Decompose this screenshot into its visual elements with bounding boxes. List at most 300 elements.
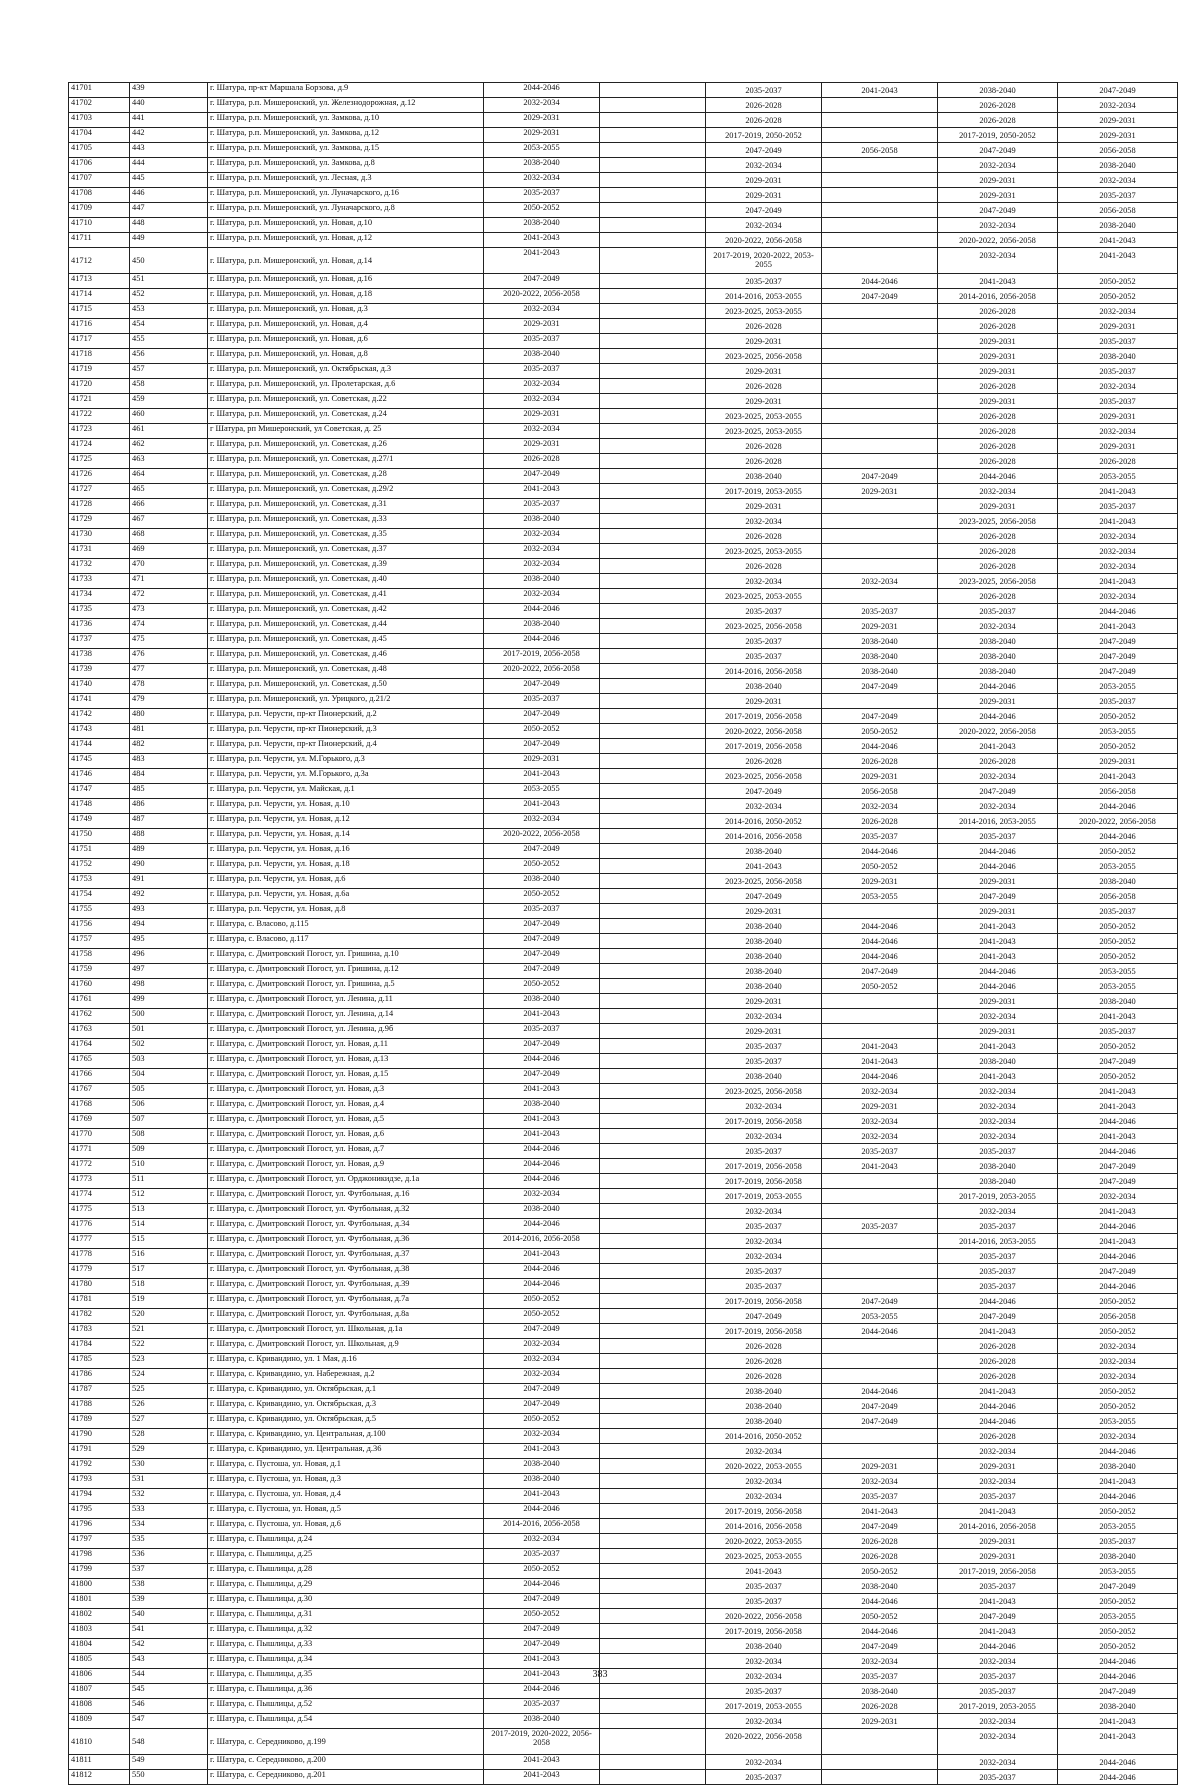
address-cell: г. Шатура, с. Пустоша, ул. Новая, д.4 [208,1489,484,1504]
table-row [69,1099,1178,1114]
period-cell-4: 2050-2052 [822,859,938,874]
period-cell-6: 2047-2049 [1058,83,1178,98]
item-number-cell: 483 [130,754,208,769]
address-cell: г. Шатура, р.п. Черусти, ул. Новая, д.6 [208,874,484,889]
period-cell-3: 2047-2049 [706,1309,822,1324]
period-cell-3: 2032-2034 [706,1474,822,1489]
item-number-cell: 478 [130,679,208,694]
item-number-cell: 470 [130,559,208,574]
address-cell: г. Шатура, с. Пышлицы, д.33 [208,1639,484,1654]
period-cell-6: 2035-2037 [1058,1024,1178,1039]
period-cell-5: 2035-2037 [938,1249,1058,1264]
period-cell-3: 2032-2034 [706,799,822,814]
period-cell-4: 2026-2028 [822,1534,938,1549]
period-cell-5: 2032-2034 [938,248,1058,274]
period-cell-6: 2053-2055 [1058,679,1178,694]
period-cell-1: 2038-2040 [484,158,600,173]
item-number-cell: 454 [130,319,208,334]
period-cell-5: 2038-2040 [938,649,1058,664]
period-cell-2 [600,1324,706,1339]
address-cell: г. Шатура, р.п. Мишеронский, ул. Советская, д.29/2 [208,484,484,499]
address-cell: г. Шатура, р.п. Мишеронский, ул. Советская, д.45 [208,634,484,649]
address-cell: г. Шатура, с. Кривандино, ул. Набережная, д.2 [208,1369,484,1384]
period-cell-4: 2038-2040 [822,1579,938,1594]
row-id-cell: 41786 [69,1369,130,1384]
period-cell-4: 2032-2034 [822,574,938,589]
item-number-cell: 469 [130,544,208,559]
period-cell-4: 2041-2043 [822,83,938,98]
period-cell-4 [822,1024,938,1039]
period-cell-4 [822,904,938,919]
period-cell-5: 2020-2022, 2056-2058 [938,233,1058,248]
period-cell-4: 2029-2031 [822,1099,938,1114]
period-cell-3: 2017-2019, 2020-2022, 2053-2055 [706,248,822,274]
table-row [69,289,1178,304]
row-id-cell: 41731 [69,544,130,559]
item-number-cell: 509 [130,1144,208,1159]
period-cell-5: 2035-2037 [938,1684,1058,1699]
period-cell-6: 2050-2052 [1058,709,1178,724]
period-cell-4 [822,1009,938,1024]
item-number-cell: 439 [130,83,208,98]
period-cell-1: 2041-2043 [484,1249,600,1264]
period-cell-5: 2029-2031 [938,1024,1058,1039]
period-cell-6: 2041-2043 [1058,1084,1178,1099]
row-id-cell: 41780 [69,1279,130,1294]
period-cell-6: 2050-2052 [1058,844,1178,859]
period-cell-4: 2041-2043 [822,1039,938,1054]
table-row [69,188,1178,203]
row-id-cell: 41768 [69,1099,130,1114]
period-cell-4 [822,349,938,364]
period-cell-6: 2056-2058 [1058,143,1178,158]
item-number-cell: 548 [130,1729,208,1755]
row-id-cell: 41727 [69,484,130,499]
period-cell-1: 2047-2049 [484,1069,600,1084]
period-cell-6: 2044-2046 [1058,1755,1178,1770]
period-cell-4: 2032-2034 [822,1474,938,1489]
period-cell-5: 2029-2031 [938,1549,1058,1564]
table-row [69,158,1178,173]
period-cell-5: 2047-2049 [938,784,1058,799]
address-cell: г. Шатура, с. Дмитровский Погост, ул. Новая, д.6 [208,1129,484,1144]
table-row [69,799,1178,814]
period-cell-4: 2032-2034 [822,1084,938,1099]
period-cell-2 [600,694,706,709]
period-cell-1: 2047-2049 [484,1399,600,1414]
item-number-cell: 477 [130,664,208,679]
period-cell-6: 2044-2046 [1058,1669,1178,1684]
period-cell-2 [600,589,706,604]
period-cell-1: 2038-2040 [484,874,600,889]
table-row [69,1189,1178,1204]
period-cell-1: 2035-2037 [484,1549,600,1564]
period-cell-3: 2020-2022, 2056-2058 [706,1729,822,1755]
period-cell-6: 2050-2052 [1058,1324,1178,1339]
row-id-cell: 41809 [69,1714,130,1729]
period-cell-5: 2041-2043 [938,919,1058,934]
item-number-cell: 440 [130,98,208,113]
table-row [69,469,1178,484]
period-cell-5: 2029-2031 [938,349,1058,364]
period-cell-1: 2035-2037 [484,1699,600,1714]
period-cell-1: 2047-2049 [484,469,600,484]
period-cell-5: 2032-2034 [938,1129,1058,1144]
period-cell-6: 2050-2052 [1058,1504,1178,1519]
period-cell-2 [600,979,706,994]
row-id-cell: 41793 [69,1474,130,1489]
table-row [69,1009,1178,1024]
table-row [69,1579,1178,1594]
period-cell-1: 2041-2043 [484,1755,600,1770]
table-row [69,1369,1178,1384]
address-cell: г. Шатура, с. Кривандино, ул. Центральная, д.100 [208,1429,484,1444]
period-cell-4: 2029-2031 [822,1714,938,1729]
period-cell-1: 2029-2031 [484,754,600,769]
period-cell-1: 2035-2037 [484,694,600,709]
row-id-cell: 41774 [69,1189,130,1204]
period-cell-1: 2032-2034 [484,529,600,544]
table-row [69,1354,1178,1369]
period-cell-1: 2038-2040 [484,1204,600,1219]
period-cell-5: 2032-2034 [938,1009,1058,1024]
item-number-cell: 518 [130,1279,208,1294]
row-id-cell: 41788 [69,1399,130,1414]
row-id-cell: 41800 [69,1579,130,1594]
item-number-cell: 502 [130,1039,208,1054]
period-cell-6: 2026-2028 [1058,454,1178,469]
address-cell: г. Шатура, с. Кривандино, ул. Октябрьская, д.1 [208,1384,484,1399]
period-cell-6: 2050-2052 [1058,289,1178,304]
item-number-cell: 523 [130,1354,208,1369]
address-cell: г. Шатура, р.п. Мишеронский, ул. Советская, д.22 [208,394,484,409]
period-cell-5: 2032-2034 [938,1444,1058,1459]
address-cell: г. Шатура, р.п. Черусти, ул. Новая, д.8 [208,904,484,919]
row-id-cell: 41704 [69,128,130,143]
period-cell-3: 2017-2019, 2056-2058 [706,1114,822,1129]
period-cell-5: 2032-2034 [938,1755,1058,1770]
period-cell-2 [600,1159,706,1174]
table-row [69,589,1178,604]
address-cell: г. Шатура, р.п. Черусти, ул. М.Горького, д.3а [208,769,484,784]
row-id-cell: 41785 [69,1354,130,1369]
period-cell-4: 2026-2028 [822,754,938,769]
period-cell-4: 2041-2043 [822,1054,938,1069]
row-id-cell: 41739 [69,664,130,679]
item-number-cell: 458 [130,379,208,394]
item-number-cell: 531 [130,1474,208,1489]
item-number-cell: 515 [130,1234,208,1249]
period-cell-2 [600,934,706,949]
period-cell-6: 2035-2037 [1058,364,1178,379]
row-id-cell: 41746 [69,769,130,784]
address-cell: г. Шатура, с. Дмитровский Погост, ул. Футбольная, д.39 [208,1279,484,1294]
period-cell-3: 2014-2016, 2053-2055 [706,289,822,304]
period-cell-3: 2020-2022, 2053-2055 [706,1534,822,1549]
address-cell: г. Шатура, р.п. Мишеронский, ул. Советская, д.40 [208,574,484,589]
period-cell-2 [600,439,706,454]
row-id-cell: 41726 [69,469,130,484]
row-id-cell: 41735 [69,604,130,619]
row-id-cell: 41779 [69,1264,130,1279]
period-cell-2 [600,1770,706,1785]
row-id-cell: 41810 [69,1729,130,1755]
period-cell-1: 2020-2022, 2056-2058 [484,829,600,844]
period-cell-6: 2050-2052 [1058,919,1178,934]
period-cell-3: 2029-2031 [706,694,822,709]
period-cell-6: 2056-2058 [1058,784,1178,799]
period-cell-6: 2032-2034 [1058,304,1178,319]
table-row [69,394,1178,409]
row-id-cell: 41801 [69,1594,130,1609]
period-cell-1: 2041-2043 [484,1084,600,1099]
address-cell: г. Шатура, с. Середниково, д.201 [208,1770,484,1785]
period-cell-6: 2041-2043 [1058,1234,1178,1249]
item-number-cell: 492 [130,889,208,904]
register-sheet [68,82,1156,1785]
period-cell-3: 2035-2037 [706,1264,822,1279]
table-row [69,1549,1178,1564]
period-cell-3: 2020-2022, 2056-2058 [706,233,822,248]
period-cell-2 [600,574,706,589]
period-cell-3: 2038-2040 [706,1639,822,1654]
table-row [69,1384,1178,1399]
period-cell-4 [822,1189,938,1204]
period-cell-5: 2035-2037 [938,1219,1058,1234]
period-cell-2 [600,1384,706,1399]
period-cell-3: 2038-2040 [706,964,822,979]
row-id-cell: 41728 [69,499,130,514]
period-cell-2 [600,664,706,679]
period-cell-5: 2041-2043 [938,739,1058,754]
row-id-cell: 41762 [69,1009,130,1024]
period-cell-5: 2026-2028 [938,439,1058,454]
table-row [69,814,1178,829]
row-id-cell: 41765 [69,1054,130,1069]
item-number-cell: 457 [130,364,208,379]
period-cell-6: 2056-2058 [1058,203,1178,218]
period-cell-6: 2041-2043 [1058,1204,1178,1219]
row-id-cell: 41745 [69,754,130,769]
item-number-cell: 453 [130,304,208,319]
item-number-cell: 455 [130,334,208,349]
item-number-cell: 460 [130,409,208,424]
row-id-cell: 41759 [69,964,130,979]
address-cell: г. Шатура, р.п. Мишеронский, ул. Советская, д.26 [208,439,484,454]
period-cell-2 [600,529,706,544]
address-cell: г. Шатура, с. Пышлицы, д.36 [208,1684,484,1699]
period-cell-3: 2014-2016, 2050-2052 [706,1429,822,1444]
period-cell-2 [600,1249,706,1264]
row-id-cell: 41740 [69,679,130,694]
period-cell-3: 2026-2028 [706,1369,822,1384]
row-id-cell: 41732 [69,559,130,574]
period-cell-4 [822,128,938,143]
period-cell-1: 2050-2052 [484,889,600,904]
period-cell-1: 2026-2028 [484,454,600,469]
period-cell-2 [600,649,706,664]
period-cell-4: 2056-2058 [822,784,938,799]
period-cell-3: 2032-2034 [706,1714,822,1729]
address-cell: г. Шатура, р.п. Мишеронский, ул. Новая, д.12 [208,233,484,248]
item-number-cell: 473 [130,604,208,619]
period-cell-5: 2035-2037 [938,1770,1058,1785]
period-cell-6: 2053-2055 [1058,1564,1178,1579]
address-cell: г. Шатура, р.п. Мишеронский, ул. Советская, д.35 [208,529,484,544]
address-cell: г. Шатура, р.п. Мишеронский, ул. Советская, д.44 [208,619,484,634]
period-cell-4: 2053-2055 [822,1309,938,1324]
period-cell-6: 2032-2034 [1058,173,1178,188]
period-cell-2 [600,1504,706,1519]
row-id-cell: 41723 [69,424,130,439]
period-cell-1: 2044-2046 [484,1174,600,1189]
period-cell-4 [822,454,938,469]
period-cell-3: 2017-2019, 2056-2058 [706,1624,822,1639]
period-cell-2 [600,604,706,619]
item-number-cell: 481 [130,724,208,739]
period-cell-1: 2020-2022, 2056-2058 [484,289,600,304]
table-row [69,409,1178,424]
period-cell-5: 2044-2046 [938,679,1058,694]
period-cell-3: 2041-2043 [706,1564,822,1579]
period-cell-5: 2026-2028 [938,529,1058,544]
period-cell-4: 2029-2031 [822,874,938,889]
address-cell: г. Шатура, с. Дмитровский Погост, ул. Гришина, д.12 [208,964,484,979]
period-cell-4: 2044-2046 [822,1624,938,1639]
item-number-cell: 501 [130,1024,208,1039]
period-cell-2 [600,1069,706,1084]
row-id-cell: 41749 [69,814,130,829]
period-cell-4 [822,1770,938,1785]
period-cell-2 [600,1399,706,1414]
period-cell-1: 2041-2043 [484,1129,600,1144]
period-cell-3: 2032-2034 [706,1009,822,1024]
period-cell-3: 2038-2040 [706,469,822,484]
period-cell-3: 2038-2040 [706,1399,822,1414]
address-cell: г. Шатура, с. Пышлицы, д.24 [208,1534,484,1549]
address-cell: г. Шатура, с. Дмитровский Погост, ул. Футбольная, д.34 [208,1219,484,1234]
period-cell-5: 2029-2031 [938,394,1058,409]
address-cell: г. Шатура, р.п. Черусти, ул. Новая, д.12 [208,814,484,829]
period-cell-1: 2047-2049 [484,739,600,754]
period-cell-6: 2044-2046 [1058,1770,1178,1785]
period-cell-3: 2017-2019, 2056-2058 [706,739,822,754]
period-cell-6: 2047-2049 [1058,1174,1178,1189]
address-cell: г. Шатура, р.п. Черусти, ул. Новая, д.6а [208,889,484,904]
period-cell-5: 2029-2031 [938,694,1058,709]
period-cell-1: 2047-2049 [484,964,600,979]
period-cell-5: 2029-2031 [938,1459,1058,1474]
period-cell-5: 2017-2019, 2053-2055 [938,1189,1058,1204]
address-cell: г. Шатура, р.п. Черусти, ул. Новая, д.10 [208,799,484,814]
row-id-cell: 41730 [69,529,130,544]
period-cell-1: 2044-2046 [484,1504,600,1519]
period-cell-2 [600,1714,706,1729]
period-cell-2 [600,619,706,634]
period-cell-5: 2038-2040 [938,83,1058,98]
table-row [69,1054,1178,1069]
row-id-cell: 41763 [69,1024,130,1039]
period-cell-4 [822,218,938,233]
period-cell-4 [822,529,938,544]
period-cell-5: 2041-2043 [938,949,1058,964]
period-cell-2 [600,919,706,934]
period-cell-5: 2029-2031 [938,1534,1058,1549]
period-cell-4: 2029-2031 [822,484,938,499]
period-cell-5: 2026-2028 [938,424,1058,439]
table-row [69,113,1178,128]
period-cell-5: 2020-2022, 2056-2058 [938,724,1058,739]
period-cell-1: 2032-2034 [484,559,600,574]
item-number-cell: 494 [130,919,208,934]
table-row [69,1639,1178,1654]
period-cell-5: 2032-2034 [938,218,1058,233]
period-cell-3: 2014-2016, 2056-2058 [706,829,822,844]
table-row [69,964,1178,979]
period-cell-3: 2029-2031 [706,173,822,188]
address-cell: г. Шатура, с. Пышлицы, д.29 [208,1579,484,1594]
period-cell-3: 2017-2019, 2053-2055 [706,1699,822,1714]
row-id-cell: 41797 [69,1534,130,1549]
address-cell: г. Шатура, с. Дмитровский Погост, ул. Ленина, д.11 [208,994,484,1009]
table-row [69,1459,1178,1474]
period-cell-5: 2029-2031 [938,188,1058,203]
period-cell-2 [600,1204,706,1219]
period-cell-6: 2053-2055 [1058,859,1178,874]
period-cell-5: 2026-2028 [938,1354,1058,1369]
item-number-cell: 525 [130,1384,208,1399]
table-row [69,1519,1178,1534]
period-cell-1: 2032-2034 [484,1369,600,1384]
row-id-cell: 41707 [69,173,130,188]
row-id-cell: 41714 [69,289,130,304]
address-cell: г. Шатура, р.п. Мишеронский, ул. Железнодорожная, д.12 [208,98,484,113]
period-cell-1: 2038-2040 [484,1474,600,1489]
table-row [69,484,1178,499]
period-cell-3: 2029-2031 [706,364,822,379]
item-number-cell: 527 [130,1414,208,1429]
period-cell-5: 2047-2049 [938,1309,1058,1324]
item-number-cell: 456 [130,349,208,364]
address-cell: г. Шатура, с. Кривандино, ул. 1 Мая, д.16 [208,1354,484,1369]
period-cell-6: 2041-2043 [1058,1729,1178,1755]
period-cell-2 [600,829,706,844]
period-cell-4: 2026-2028 [822,814,938,829]
period-cell-1: 2029-2031 [484,128,600,143]
period-cell-5: 2041-2043 [938,1324,1058,1339]
period-cell-3: 2032-2034 [706,158,822,173]
address-cell: г. Шатура, с. Пышлицы, д.52 [208,1699,484,1714]
item-number-cell: 504 [130,1069,208,1084]
address-cell: г. Шатура, р.п. Черусти, ул. Новая, д.14 [208,829,484,844]
item-number-cell: 511 [130,1174,208,1189]
period-cell-4 [822,694,938,709]
period-cell-5: 2026-2028 [938,589,1058,604]
period-cell-1: 2035-2037 [484,904,600,919]
period-cell-4: 2047-2049 [822,1294,938,1309]
period-cell-1: 2035-2037 [484,188,600,203]
period-cell-2 [600,128,706,143]
period-cell-3: 2032-2034 [706,574,822,589]
period-cell-1: 2032-2034 [484,1534,600,1549]
period-cell-5: 2038-2040 [938,1054,1058,1069]
period-cell-3: 2026-2028 [706,559,822,574]
row-id-cell: 41701 [69,83,130,98]
period-cell-3: 2026-2028 [706,1339,822,1354]
period-cell-1: 2050-2052 [484,859,600,874]
address-cell: г. Шатура, пр-кт Маршала Борзова, д.9 [208,83,484,98]
period-cell-4 [822,1755,938,1770]
